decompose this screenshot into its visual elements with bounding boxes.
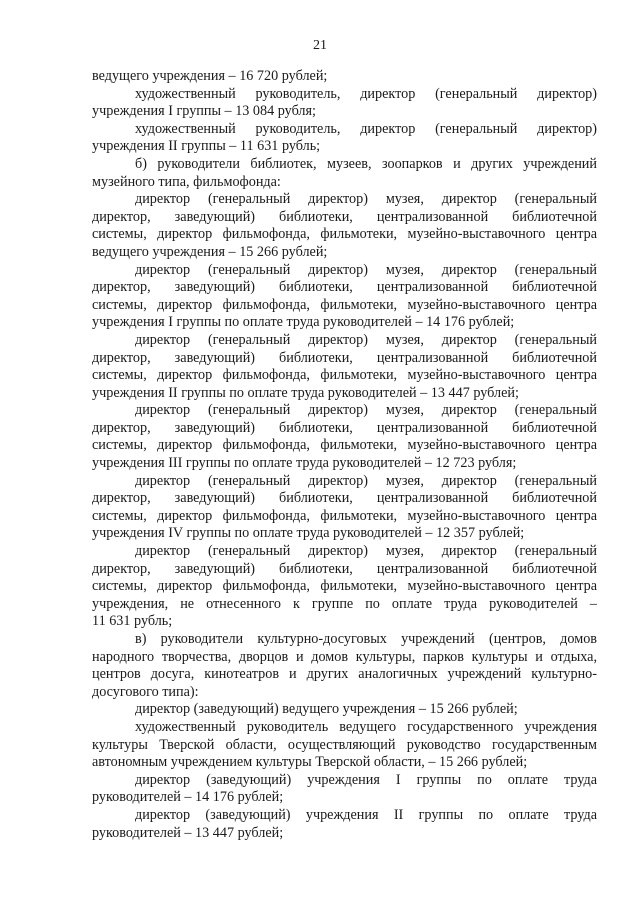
text-line: б) руководители библиотек, музеев, зоопарков и других учреждений xyxy=(135,155,597,172)
text-line: директор (генеральный директор) музея, директор (генеральный xyxy=(135,472,597,489)
text-line: музейного типа, фильмофонда: xyxy=(92,173,281,190)
text-line: руководителей – 13 447 рублей; xyxy=(92,824,284,841)
text-line: художественный руководитель, директор (генеральный директор) xyxy=(135,85,597,102)
text-line: учреждения I группы по оплате труда руководителей – 14 176 рублей; xyxy=(92,314,515,331)
text-line: руководителей – 14 176 рублей; xyxy=(92,789,284,806)
text-line: директор, заведующий) библиотеки, централизованной библиотечной xyxy=(92,560,597,577)
text-line: директор (генеральный директор) музея, директор (генеральный xyxy=(135,191,597,208)
text-line: учреждения IV группы по оплате труда руководителей – 12 357 рублей; xyxy=(92,525,525,542)
text-line: директор, заведующий) библиотеки, централизованной библиотечной xyxy=(92,419,597,436)
text-line: директор (генеральный директор) музея, директор (генеральный xyxy=(135,261,597,278)
text-line: системы, директор фильмофонда, фильмотеки, музейно-выставочного центра xyxy=(92,367,597,384)
text-line: системы, директор фильмофонда, фильмотеки, музейно-выставочного центра xyxy=(92,578,597,595)
text-line: системы, директор фильмофонда, фильмотеки, музейно-выставочного центра xyxy=(92,437,597,454)
text-line: ведущего учреждения – 16 720 рублей; xyxy=(92,68,328,84)
text-line: директор (генеральный директор) музея, директор (генеральный xyxy=(135,331,597,348)
text-line: народного творчества, дворцов и домов культуры, парков культуры и отдыха, xyxy=(92,648,597,665)
text-line: автономным учреждением культуры Тверской области, – 15 266 рублей; xyxy=(92,754,528,771)
text-line: центров досуга, кинотеатров и других аналогичных учреждений культурно- xyxy=(92,666,597,683)
text-line: системы, директор фильмофонда, фильмотеки, музейно-выставочного центра xyxy=(92,507,597,524)
text-line: досугового типа): xyxy=(92,683,199,700)
text-line: директор (генеральный директор) музея, директор (генеральный xyxy=(135,543,597,560)
text-line: культуры Тверской области, осуществляющий руководство государственным xyxy=(92,736,597,753)
text-line: художественный руководитель, директор (генеральный директор) xyxy=(135,120,597,137)
text-line: директор, заведующий) библиотеки, централизованной библиотечной xyxy=(92,279,597,296)
text-line: директор, заведующий) библиотеки, централизованной библиотечной xyxy=(92,490,597,507)
text-line: учреждения, не отнесенного к группе по оплате труда руководителей – xyxy=(92,595,597,612)
text-line: директор (заведующий) ведущего учреждения – 15 266 рублей; xyxy=(135,701,518,718)
text-line: ведущего учреждения – 15 266 рублей; xyxy=(92,243,328,260)
text-line: системы, директор фильмофонда, фильмотеки, музейно-выставочного центра xyxy=(92,296,597,313)
page-number: 21 xyxy=(313,38,327,53)
text-line: системы, директор фильмофонда, фильмотеки, музейно-выставочного центра xyxy=(92,226,597,243)
text-line: директор, заведующий) библиотеки, централизованной библиотечной xyxy=(92,208,597,225)
text-line: 11 631 рубль; xyxy=(92,613,173,630)
text-line: директор, заведующий) библиотеки, централизованной библиотечной xyxy=(92,349,597,366)
text-line: учреждения I группы – 13 084 рубля; xyxy=(92,103,316,120)
text-line: директор (генеральный директор) музея, директор (генеральный xyxy=(135,402,597,419)
text-line: директор (заведующий) учреждения I группы по оплате труда xyxy=(135,771,597,788)
text-line: художественный руководитель ведущего государственного учреждения xyxy=(135,718,597,735)
text-line: директор (заведующий) учреждения II группы по оплате труда xyxy=(135,806,597,823)
text-line: учреждения II группы по оплате труда руководителей – 13 447 рублей; xyxy=(92,384,519,401)
text-line: в) руководители культурно-досуговых учреждений (центров, домов xyxy=(135,631,597,647)
text-line: учреждения III группы по оплате труда руководителей – 12 723 рубля; xyxy=(92,455,517,472)
body-text xyxy=(92,68,597,842)
text-line: учреждения II группы – 11 631 рубль; xyxy=(92,138,321,155)
